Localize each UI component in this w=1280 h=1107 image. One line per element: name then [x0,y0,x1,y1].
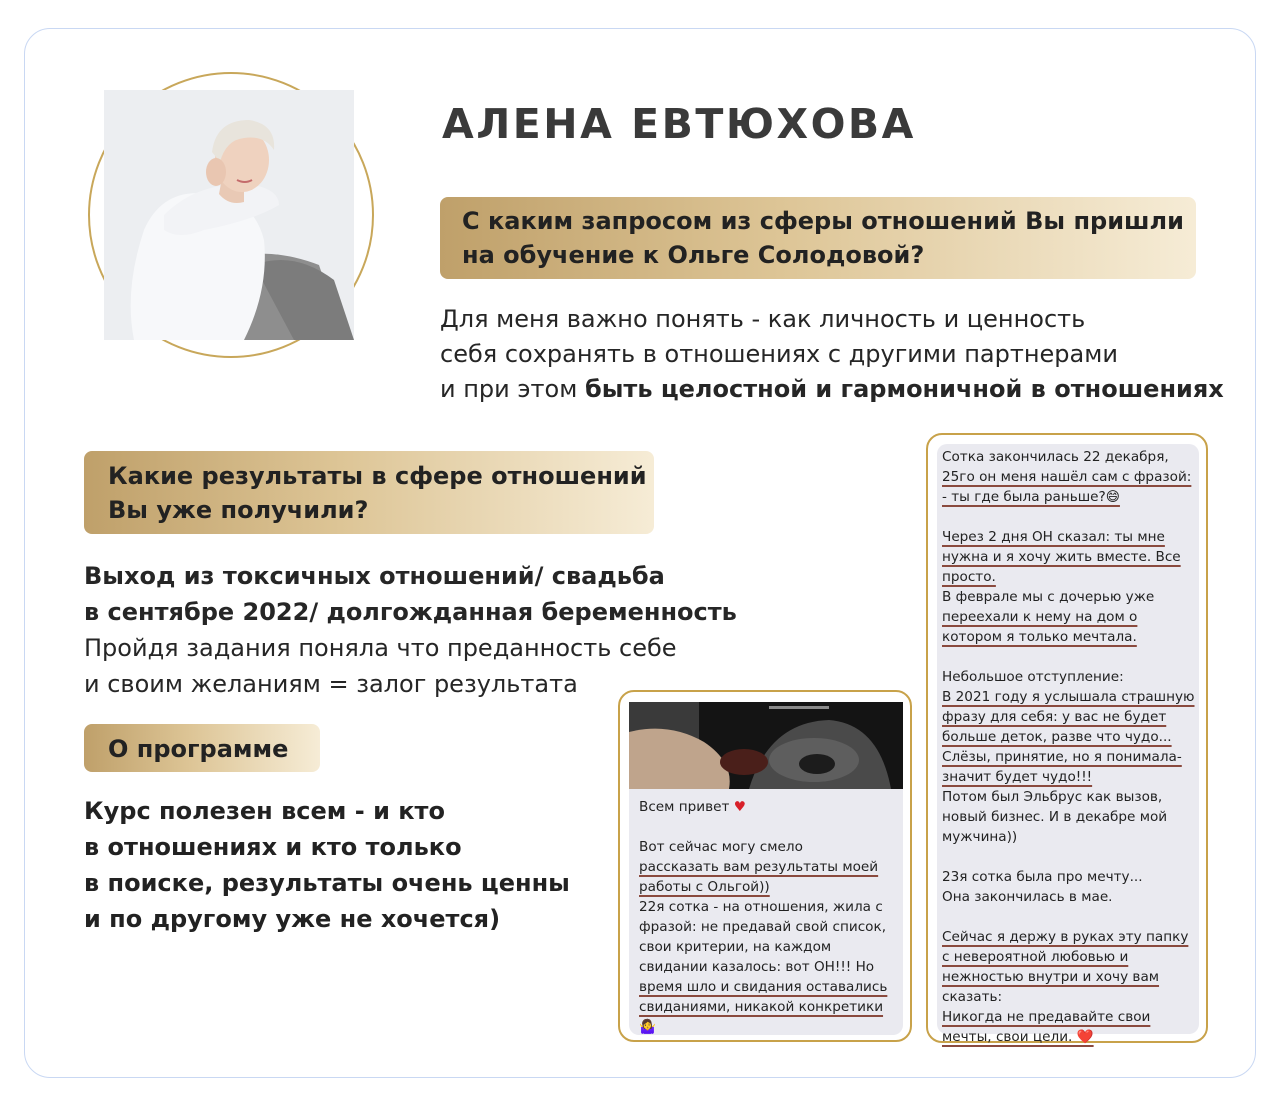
message-line: просто. [942,569,996,585]
message-line: Вот сейчас могу смело [639,839,803,855]
message-line: 25го он меня нашёл сам с фразой: [942,469,1192,485]
answer-results [84,558,737,702]
message-line: В феврале мы с дочерью уже [942,589,1155,605]
message-line: с невероятной любовью и [942,949,1129,965]
answer-line: Для меня важно понять - как личность и ценность [440,305,1086,333]
heart-icon: ♥ [733,799,746,815]
message-line: мужчина)) [942,829,1018,845]
answer-line: в сентябре 2022/ долгожданная беременность [84,598,737,626]
message-line: мечты, свои цели. ❤️ [942,1029,1094,1045]
message-line: Сотка закончилась 22 декабря, [942,449,1169,465]
chat-message [639,797,887,1037]
message-line [942,647,1195,667]
chat-screenshot-2 [926,433,1208,1043]
question-line: Какие результаты в сфере отношений [108,462,647,490]
answer-line: Выход из токсичных отношений/ свадьба [84,562,665,590]
question-line: на обучение к Ольге Солодовой? [462,241,925,269]
message-line: Сейчас я держу в руках эту папку [942,929,1189,945]
message-line [639,817,887,837]
message-line: Небольшое отступление: [942,669,1124,685]
message-line: котором я только мечтала. [942,629,1137,645]
portrait-illustration [104,90,354,340]
chat-message [942,447,1195,1047]
message-line: 22я сотка - на отношения, жила с [639,899,883,915]
message-line: переехали к нему на дом о [942,609,1138,625]
message-line [639,797,887,817]
question-text [108,459,654,527]
question-text [462,204,1196,272]
answer-line: Курс полезен всем - и кто [84,797,445,825]
message-line: Слёзы, принятие, но я понимала- [942,749,1182,765]
message-line: свиданиями, никакой конкретики [639,999,884,1015]
message-line: новый бизнес. И в декабре мой [942,809,1168,825]
message-line: - ты где была раньше?😄 [942,489,1120,505]
message-line [942,847,1195,867]
chat-screenshot-1 [618,690,912,1042]
message-line: Она закончилась в мае. [942,889,1113,905]
answer-line: Пройдя задания поняла что преданность себе [84,634,677,662]
message-line [942,907,1195,927]
message-line: сказать: [942,989,1003,1005]
ultrasound-photo [629,702,903,789]
message-line: значит будет чудо!!! [942,769,1093,785]
answer-line: и по другому уже не хочется) [84,905,501,933]
question-banner-request [440,197,1196,279]
answer-line: в поиске, результаты очень ценны [84,869,570,897]
message-line: нужна и я хочу жить вместе. Все [942,549,1181,565]
message-line [942,507,1195,527]
message-line: работы с Ольгой)) [639,879,770,895]
message-line: Потом был Эльбрус как вызов, [942,789,1163,805]
message-line: В 2021 году я услышала страшную [942,689,1195,705]
answer-request [440,302,1224,407]
answer-line: себя сохранять в отношениях с другими партнерами [440,340,1118,368]
message-text: Всем привет [639,799,730,815]
question-text: О программе [108,735,289,763]
question-line: С каким запросом из сферы отношений Вы пришли [462,207,1184,235]
answer-line [440,372,1224,407]
question-banner-results [84,451,654,534]
chat-bubble [937,444,1199,1045]
answer-highlight: быть целостной и гармоничной в отношениях [584,375,1224,403]
chat-bubble [629,702,903,1035]
message-line: нежностью внутри и хочу вам [942,969,1160,985]
avatar [104,90,354,340]
question-banner-program [84,724,320,772]
answer-text: и при этом [440,375,585,403]
message-line: время шло и свидания оставались [639,979,888,995]
answer-program [84,793,570,937]
message-line: рассказать вам результаты моей [639,859,879,875]
answer-line: в отношениях и кто только [84,833,462,861]
message-line: фразу для себя: у вас не будет [942,709,1167,725]
message-line: свои критерии, на каждом [639,939,832,955]
shrug-emoji: 🤷‍♀️ [639,1019,656,1035]
message-line: Через 2 дня ОН сказал: ты мне [942,529,1165,545]
message-line: фразой: не предавай свой список, [639,919,887,935]
person-name: АЛЕНА ЕВТЮХОВА [442,100,916,148]
message-line: Никогда не предавайте свои [942,1009,1151,1025]
message-line: больше деток, разве что чудо... [942,729,1172,745]
message-line: свидании казалось: вот ОН!!! Но [639,959,875,975]
question-line: Вы уже получили? [108,496,369,524]
answer-line: и своим желаниям = залог результата [84,670,578,698]
message-line: 23я сотка была про мечту... [942,869,1143,885]
